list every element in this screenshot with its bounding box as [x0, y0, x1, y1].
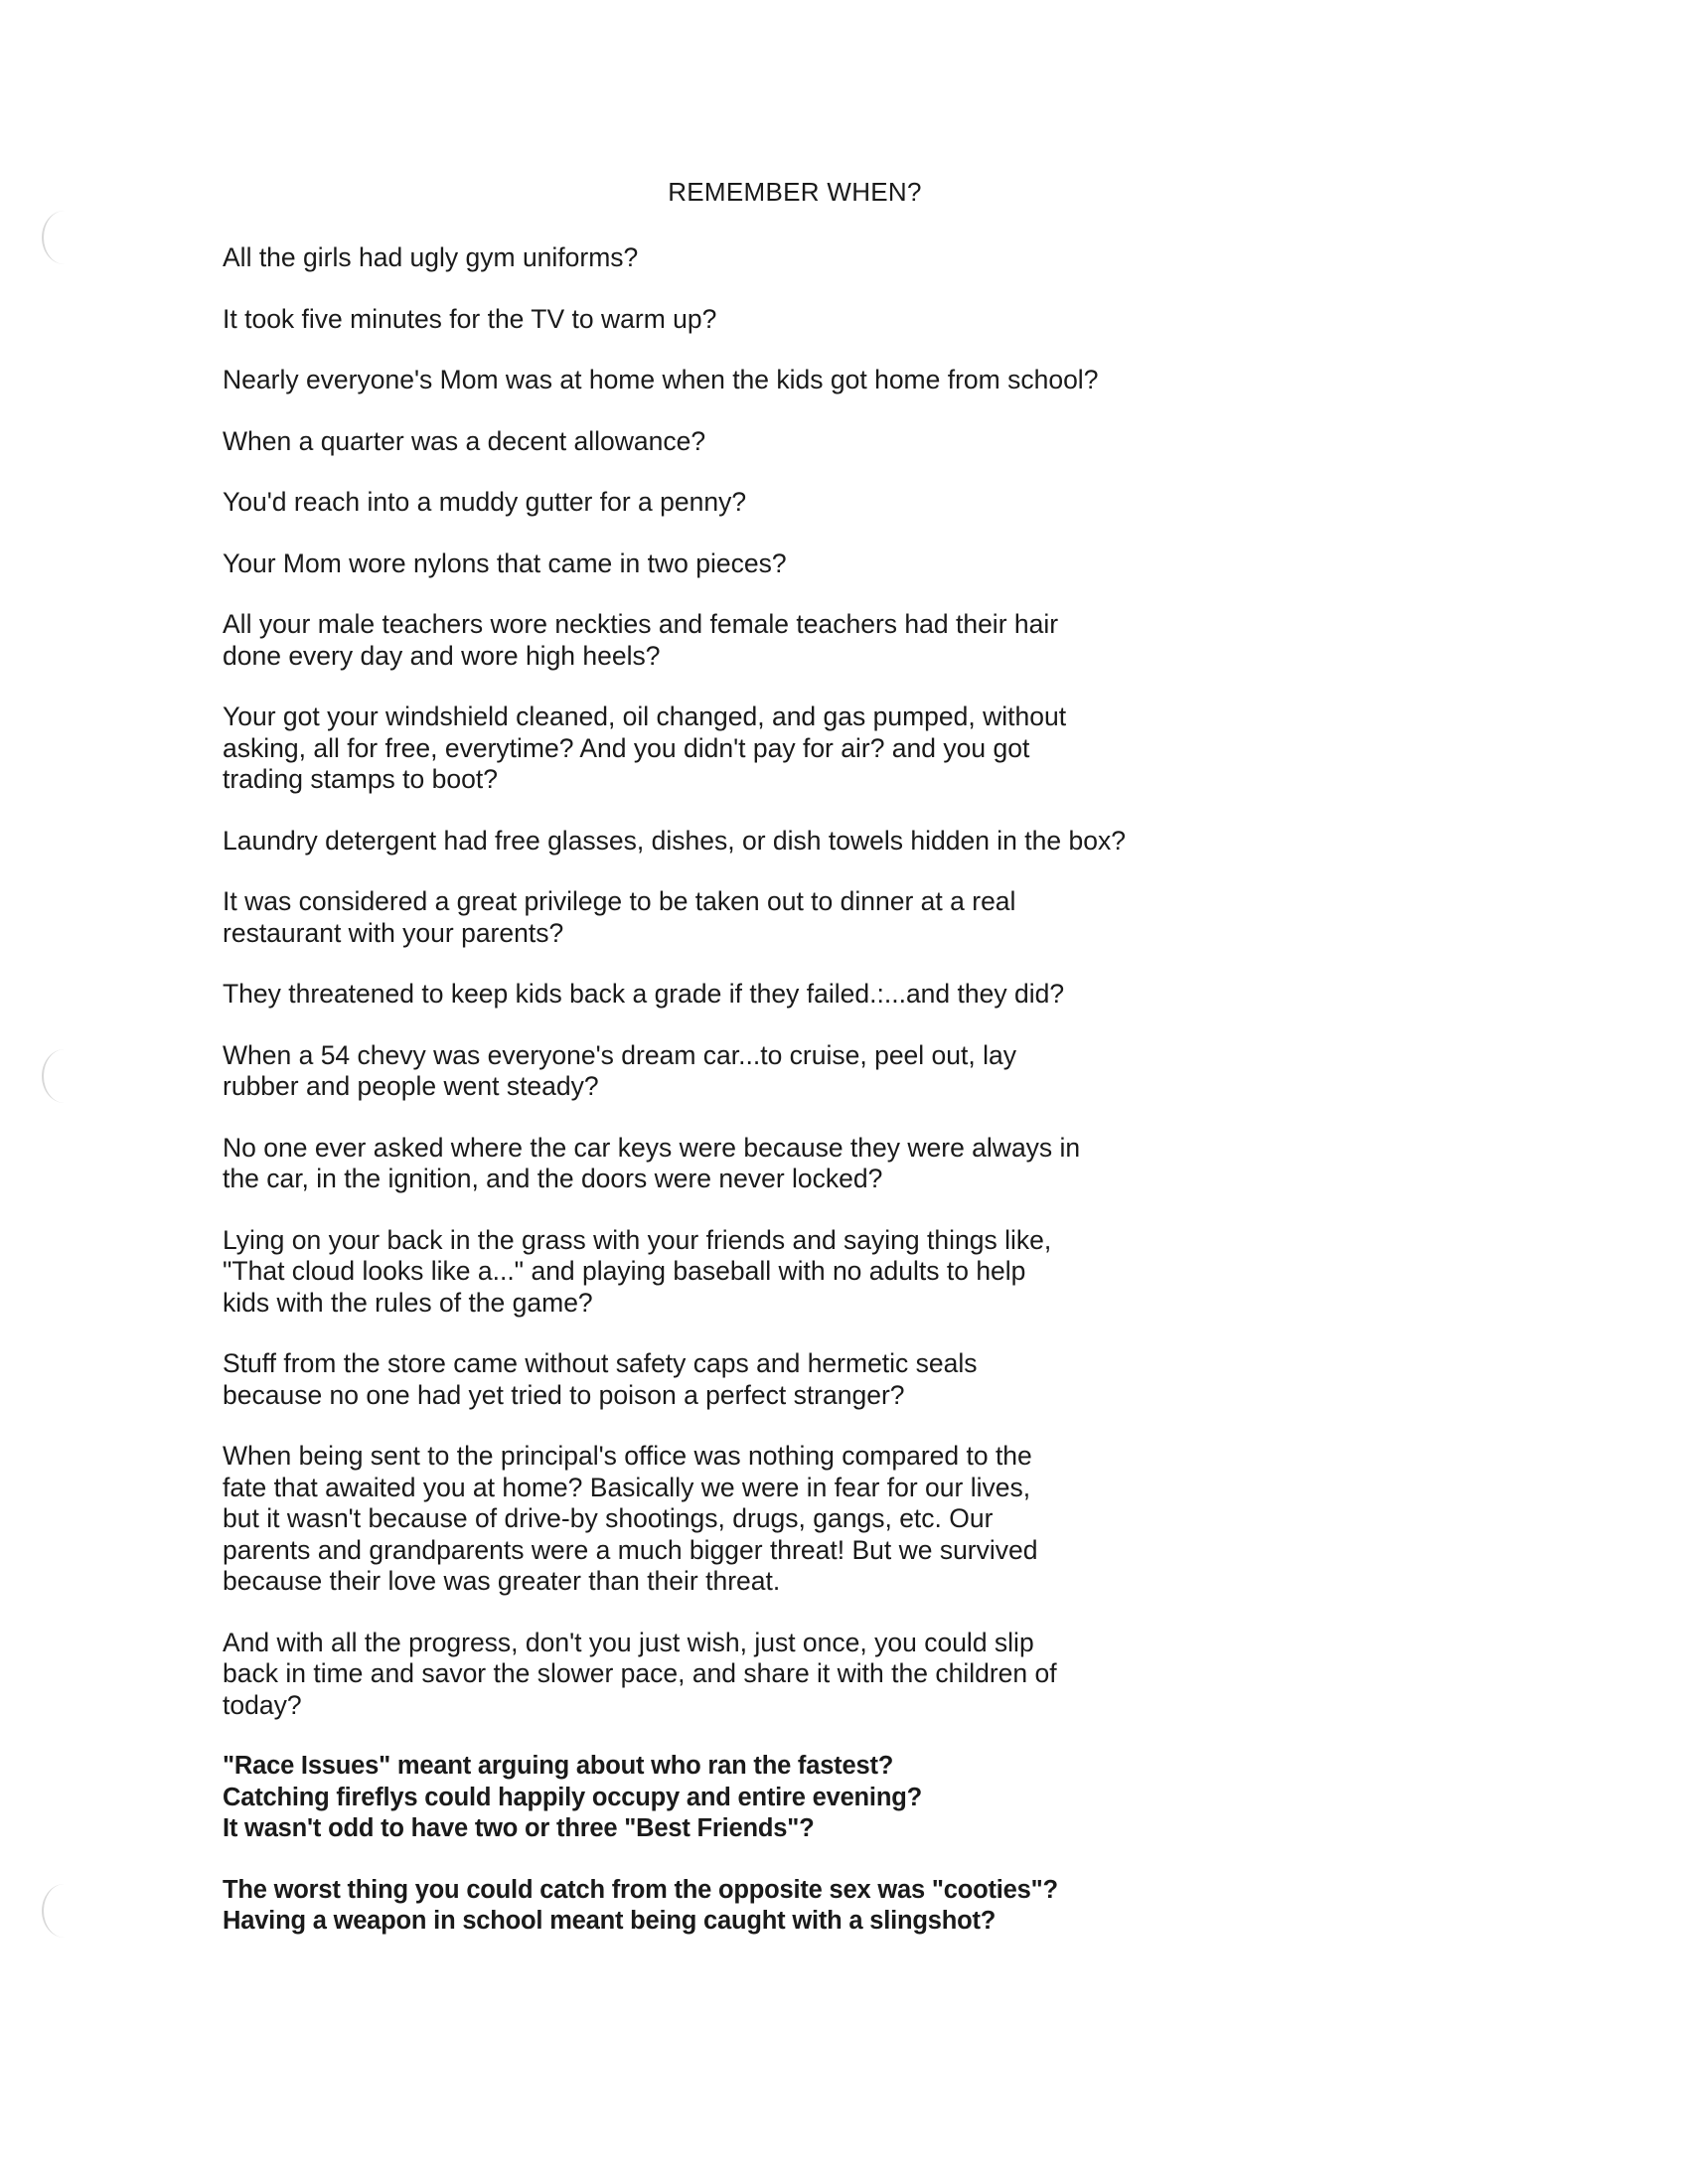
paragraph: They threatened to keep kids back a grade if they failed.:...and they did?: [223, 979, 1065, 1009]
paragraph: Laundry detergent had free glasses, dishes, or dish towels hidden in the box?: [223, 825, 1126, 856]
paragraph: It took five minutes for the TV to warm up?: [223, 303, 717, 334]
paragraph: Lying on your back in the grass with your friends and saying things like, "That cloud looks like a..." and playing baseball with no adults to help kids with the rules of the game?: [223, 1224, 1052, 1318]
paragraph: No one ever asked where the car keys were because they were always in the car, in the ignition, and the doors were never locked?: [223, 1132, 1081, 1193]
paragraph: And with all the progress, don't you just wish, just once, you could slip back in time and savor the slower pace, and share it with the children of today?: [223, 1627, 1057, 1720]
paragraph: All your male teachers wore neckties and female teachers had their hair done every day and wore high heels?: [223, 609, 1059, 671]
bold-paragraph: The worst thing you could catch from the opposite sex was "cooties"? Having a weapon in school meant being caught with a slingshot?: [223, 1875, 1058, 1935]
binder-hole-middle: [42, 1049, 87, 1103]
binder-hole-bottom: [42, 1884, 87, 1938]
bold-paragraph: "Race Issues" meant arguing about who ran the fastest? Catching fireflys could happily occupy and entire evening? It wasn't odd to have two or three "Best Friends"?: [223, 1752, 922, 1842]
paragraph: Stuff from the store came without safety caps and hermetic seals because no one had yet tried to poison a perfect stranger?: [223, 1348, 978, 1410]
paragraph: Nearly everyone's Mom was at home when the kids got home from school?: [223, 365, 1099, 394]
paragraph: Your Mom wore nylons that came in two pieces?: [223, 547, 787, 578]
paragraph: It was considered a great privilege to be taken out to dinner at a real restaurant with your parents?: [223, 886, 1016, 948]
paragraph: You'd reach into a muddy gutter for a penny?: [223, 487, 747, 517]
document-body: [223, 242, 1216, 1967]
paragraph: When a quarter was a decent allowance?: [223, 425, 706, 456]
binder-hole-top: [42, 211, 87, 264]
paragraph: All the girls had ugly gym uniforms?: [223, 242, 639, 272]
paragraph: When being sent to the principal's office was nothing compared to the fate that awaited you at home? Basically we were in fear for our lives, but it wasn't because of drive-by shootings, drugs, gangs, etc. Our parents and grandparents were a much bigger threat! But we survived because their love was greater than their threat.: [223, 1441, 1038, 1596]
page-title: REMEMBER WHEN?: [668, 177, 922, 207]
paragraph: When a 54 chevy was everyone's dream car...to cruise, peel out, lay rubber and people went steady?: [223, 1039, 1016, 1101]
paragraph: Your got your windshield cleaned, oil changed, and gas pumped, without asking, all for free, everytime? And you didn't pay for air? and you got trading stamps to boot?: [223, 702, 1067, 794]
